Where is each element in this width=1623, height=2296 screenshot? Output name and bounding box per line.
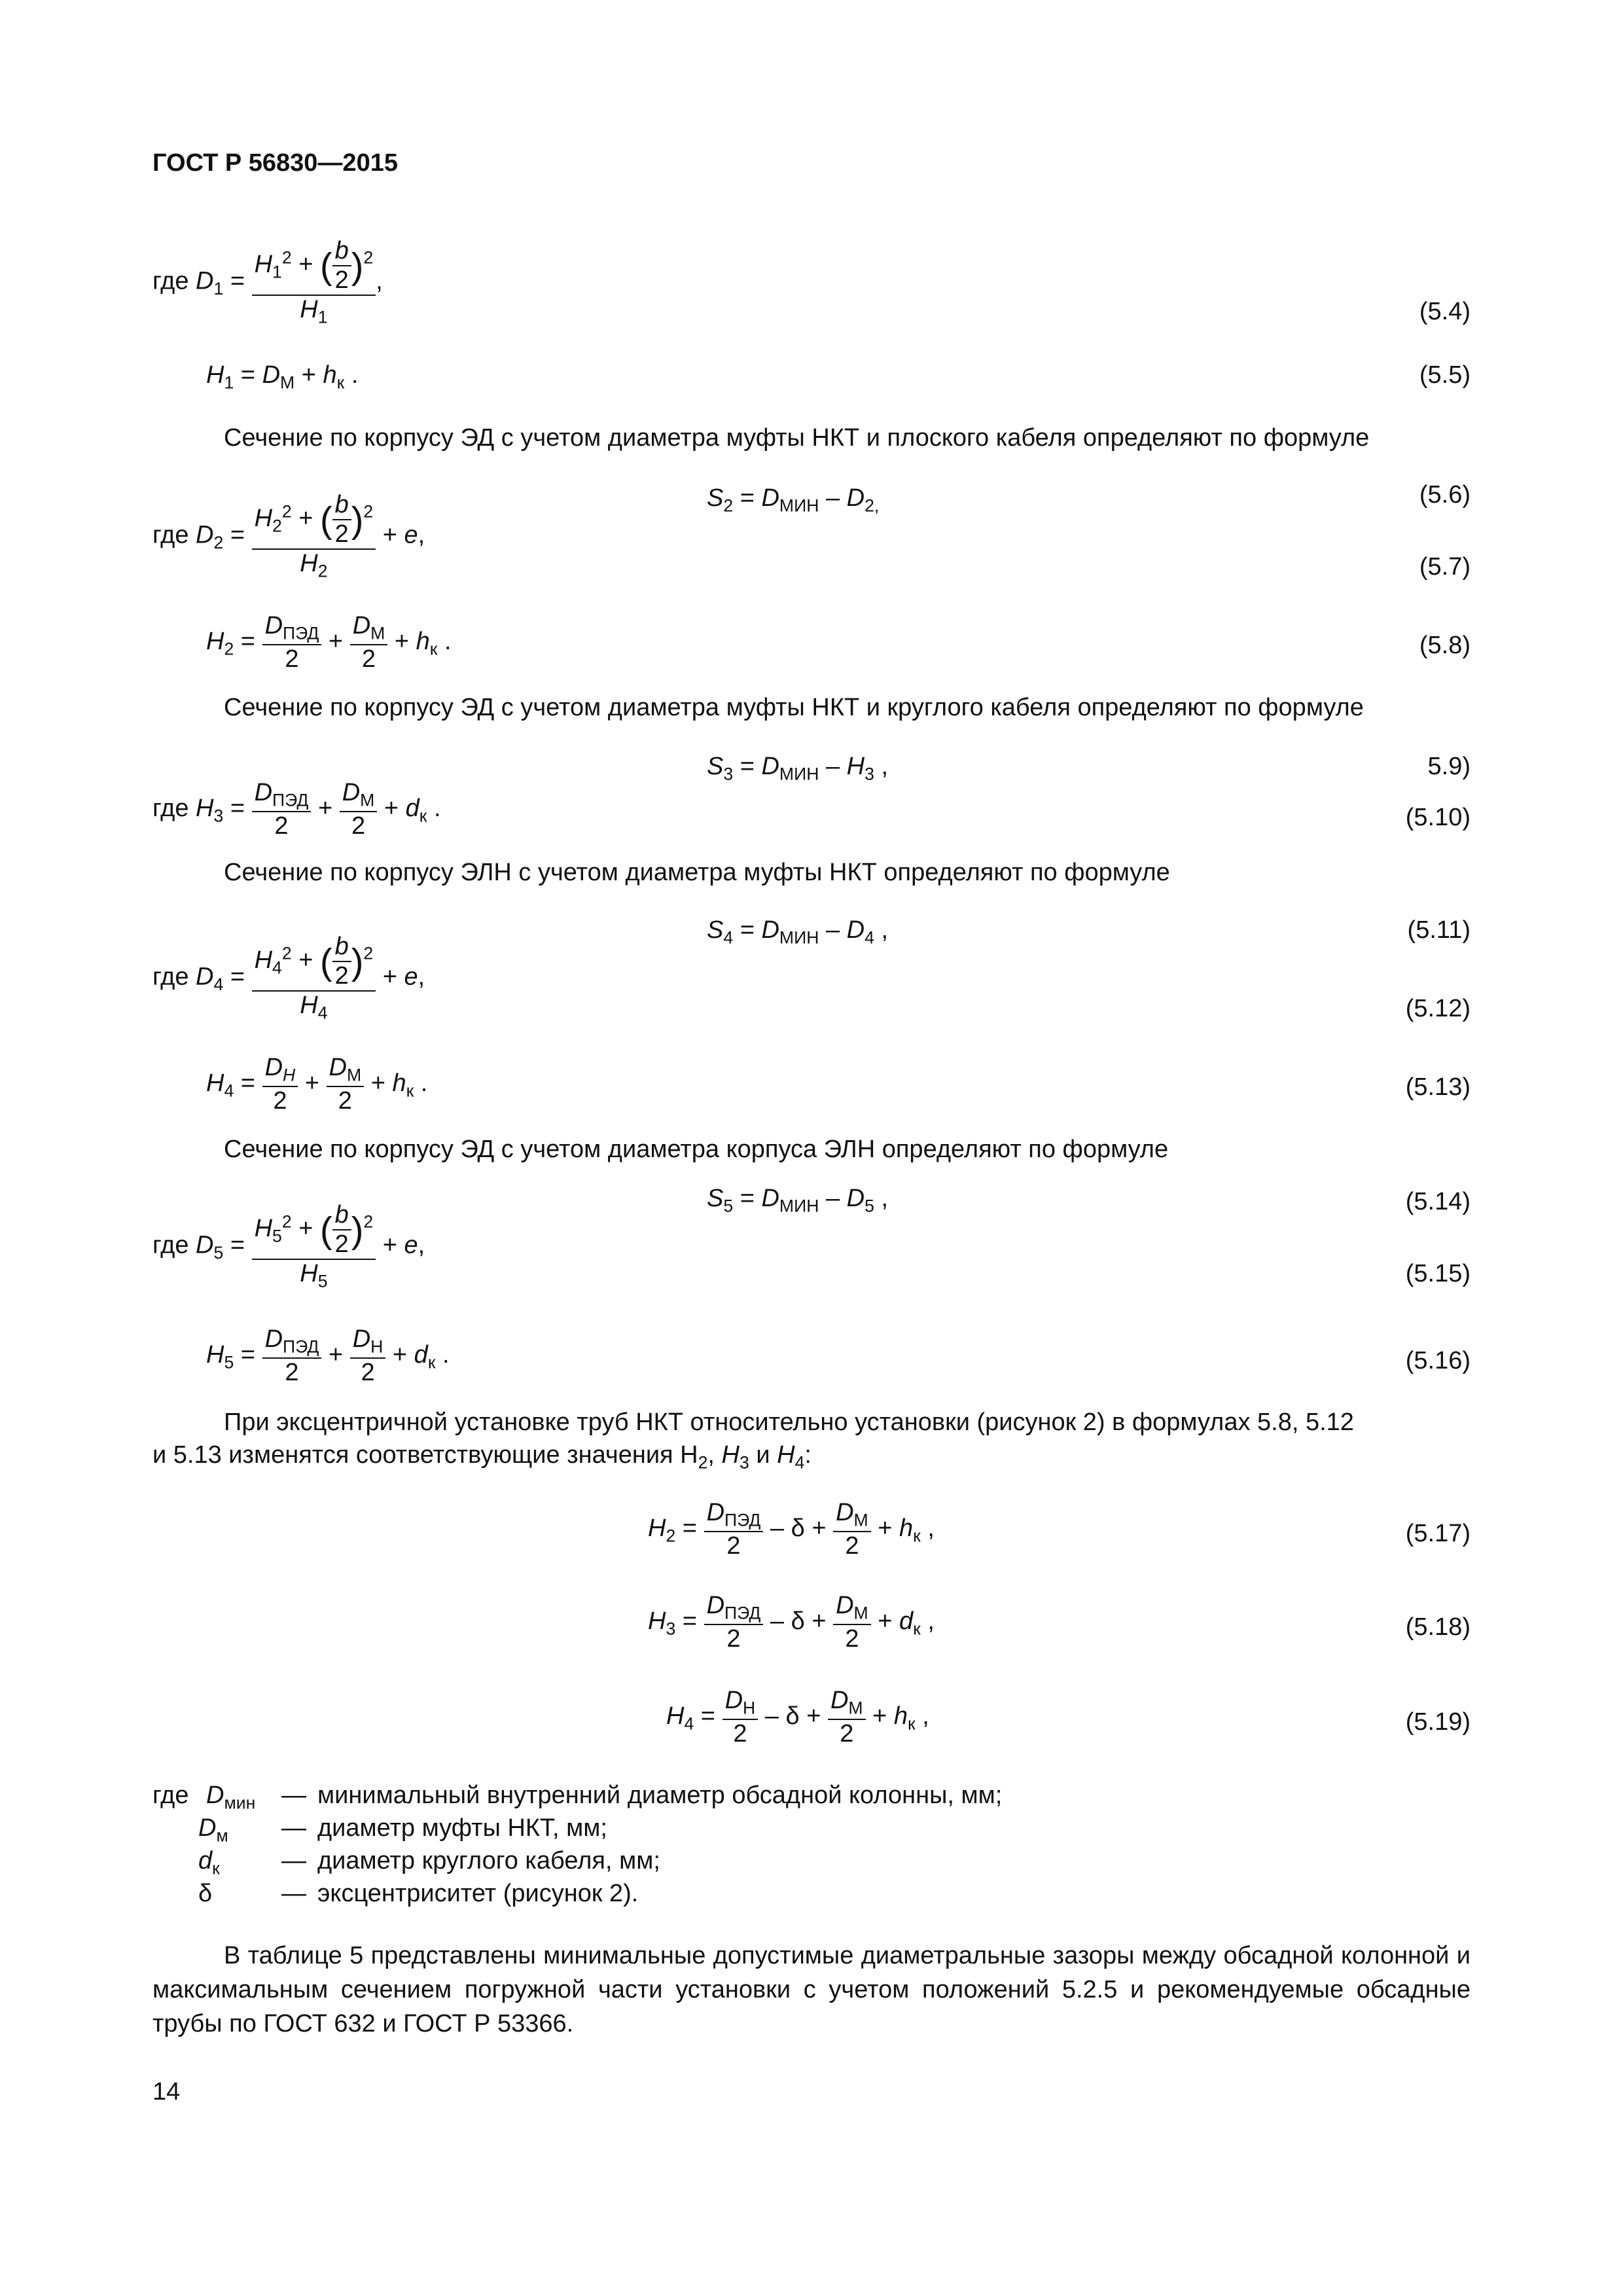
formula-5-6: $S_2 = D_{МИН} - D_{2,}$ xyxy=(707,484,880,516)
eq-number-5-16: (5.16) xyxy=(1405,1347,1471,1374)
legend-dash: — xyxy=(281,1782,306,1809)
where-label: где xyxy=(152,1231,189,1259)
legend-symbol-delta: δ xyxy=(198,1880,213,1907)
legend-where-label: где xyxy=(152,1782,189,1809)
formula-5-10: где $H_3$ = $\frac{D_{ПЭД}}{2}$ + $\frac{D_М}{2}$ + $d_к$ . xyxy=(152,779,441,840)
legend-symbol-dmin: $D_{мин}$ xyxy=(206,1782,256,1813)
eq-number-5-4: (5.4) xyxy=(1419,298,1471,325)
formula-5-16: $H_5$ = $\frac{D_{ПЭД}}{2}$ + $\frac{D_Н}{2}$ + $d_к$ . xyxy=(206,1325,450,1386)
eq-number-5-10: (5.10) xyxy=(1405,804,1471,831)
legend-dash: — xyxy=(281,1880,306,1907)
formula-5-11: $S_4 = D_{МИН} - D_4$ , xyxy=(707,916,889,948)
paragraph-table5: В таблице 5 представлены минимальные допустимые диаметральные зазоры между обсадной колонной и максимальным сечением погружной части установки с учетом положений 5.2.5 и рекомендуемые обсадные трубы по ГОСТ 632 и ГОСТ Р 53366. xyxy=(152,1942,1471,2037)
eq-number-5-14: (5.14) xyxy=(1405,1188,1471,1215)
paragraph-eccentric-line1: При эксцентричной установке труб НКТ относительно установки (рисунок 2) в формулах 5.8, 5.12 xyxy=(224,1408,1354,1436)
eq-number-5-17: (5.17) xyxy=(1405,1520,1471,1547)
paragraph-round-cable: Сечение по корпусу ЭД с учетом диаметра муфты НКТ и круглого кабеля определяют по формуле xyxy=(224,694,1364,721)
page-number: 14 xyxy=(152,2078,181,2106)
where-label: где xyxy=(152,794,189,822)
document-header: ГОСТ Р 56830—2015 xyxy=(152,149,398,177)
eq-number-5-9: 5.9) xyxy=(1427,753,1471,780)
formula-5-17: $H_2$ = $\frac{D_{ПЭД}}{2}$ – δ + $\frac{D_М}{2}$ + $h_к$ , xyxy=(648,1499,935,1560)
legend-symbol-dm: $D_м$ xyxy=(198,1814,228,1846)
eq-number-5-6: (5.6) xyxy=(1419,481,1471,509)
legend-desc-dk: диаметр круглого кабеля, мм; xyxy=(317,1847,660,1874)
eq-number-5-5: (5.5) xyxy=(1419,361,1471,389)
legend-desc-dmin: минимальный внутренний диаметр обсадной колонны, мм; xyxy=(317,1782,1003,1809)
formula-5-13: $H_4$ = $\frac{D_Н}{2}$ + $\frac{D_М}{2}$ + $h_к$ . xyxy=(206,1054,428,1115)
formula-5-5: $H_1 = D_М + h_к$ . xyxy=(206,361,359,393)
paragraph-eln-coupling: Сечение по корпусу ЭЛН с учетом диаметра муфты НКТ определяют по формуле xyxy=(224,859,1170,886)
legend-dash: — xyxy=(281,1847,306,1874)
formula-5-14: $S_5 = D_{МИН} - D_5$ , xyxy=(707,1185,889,1216)
formula-5-4: где $D_1$ = $H_1^2$ + ( $\frac{b}{2}$ )$^2$ $H_1$ , xyxy=(152,237,383,327)
formula-5-19: $H_4$ = $\frac{D_Н}{2}$ – δ + $\frac{D_М}{2}$ + $h_к$ , xyxy=(666,1687,929,1748)
eq-number-5-13: (5.13) xyxy=(1405,1073,1471,1101)
where-label: где xyxy=(152,963,189,991)
eq-number-5-18: (5.18) xyxy=(1405,1613,1471,1641)
paragraph-eln-body: Сечение по корпусу ЭД с учетом диаметра корпуса ЭЛН определяют по формуле xyxy=(224,1136,1169,1163)
paragraph-eccentric-line2: и 5.13 изменятся соответствующие значения $H_2$, $H_3$ и $H_4$: xyxy=(152,1441,812,1473)
formula-5-18: $H_3$ = $\frac{D_{ПЭД}}{2}$ – δ + $\frac{D_М}{2}$ + $d_к$ , xyxy=(648,1592,935,1653)
formula-5-9: $S_3 = D_{МИН} - H_3$ , xyxy=(707,753,889,784)
formula-5-7: где $D_2$ = $H_2^2$ + ( $\frac{b}{2}$ )$^2$ $H_2$ + e, xyxy=(152,491,425,581)
formula-5-15: где $D_5$ = $H_5^2$ + ( $\frac{b}{2}$ )$^2$ $H_5$ + e, xyxy=(152,1201,425,1291)
eq-number-5-15: (5.15) xyxy=(1405,1260,1471,1287)
legend-dash: — xyxy=(281,1814,306,1842)
eq-number-5-11: (5.11) xyxy=(1407,916,1471,944)
legend-desc-delta: эксцентриситет (рисунок 2). xyxy=(317,1880,639,1907)
eq-number-5-19: (5.19) xyxy=(1405,1708,1471,1736)
legend-desc-dm: диаметр муфты НКТ, мм; xyxy=(317,1814,607,1842)
paragraph-flat-cable: Сечение по корпусу ЭД с учетом диаметра муфты НКТ и плоского кабеля определяют по формуле xyxy=(224,424,1370,452)
formula-5-12: где $D_4$ = $H_4^2$ + ( $\frac{b}{2}$ )$^2$ $H_4$ + e, xyxy=(152,933,425,1023)
legend-symbol-dk: $d_к$ xyxy=(198,1847,220,1878)
eq-number-5-8: (5.8) xyxy=(1419,632,1471,659)
formula-5-8: $H_2$ = $\frac{D_{ПЭД}}{2}$ + $\frac{D_М}{2}$ + $h_к$ . xyxy=(206,612,452,673)
where-label: где xyxy=(152,521,189,549)
where-label: где xyxy=(152,267,189,295)
eq-number-5-7: (5.7) xyxy=(1419,553,1471,581)
eq-number-5-12: (5.12) xyxy=(1405,995,1471,1022)
